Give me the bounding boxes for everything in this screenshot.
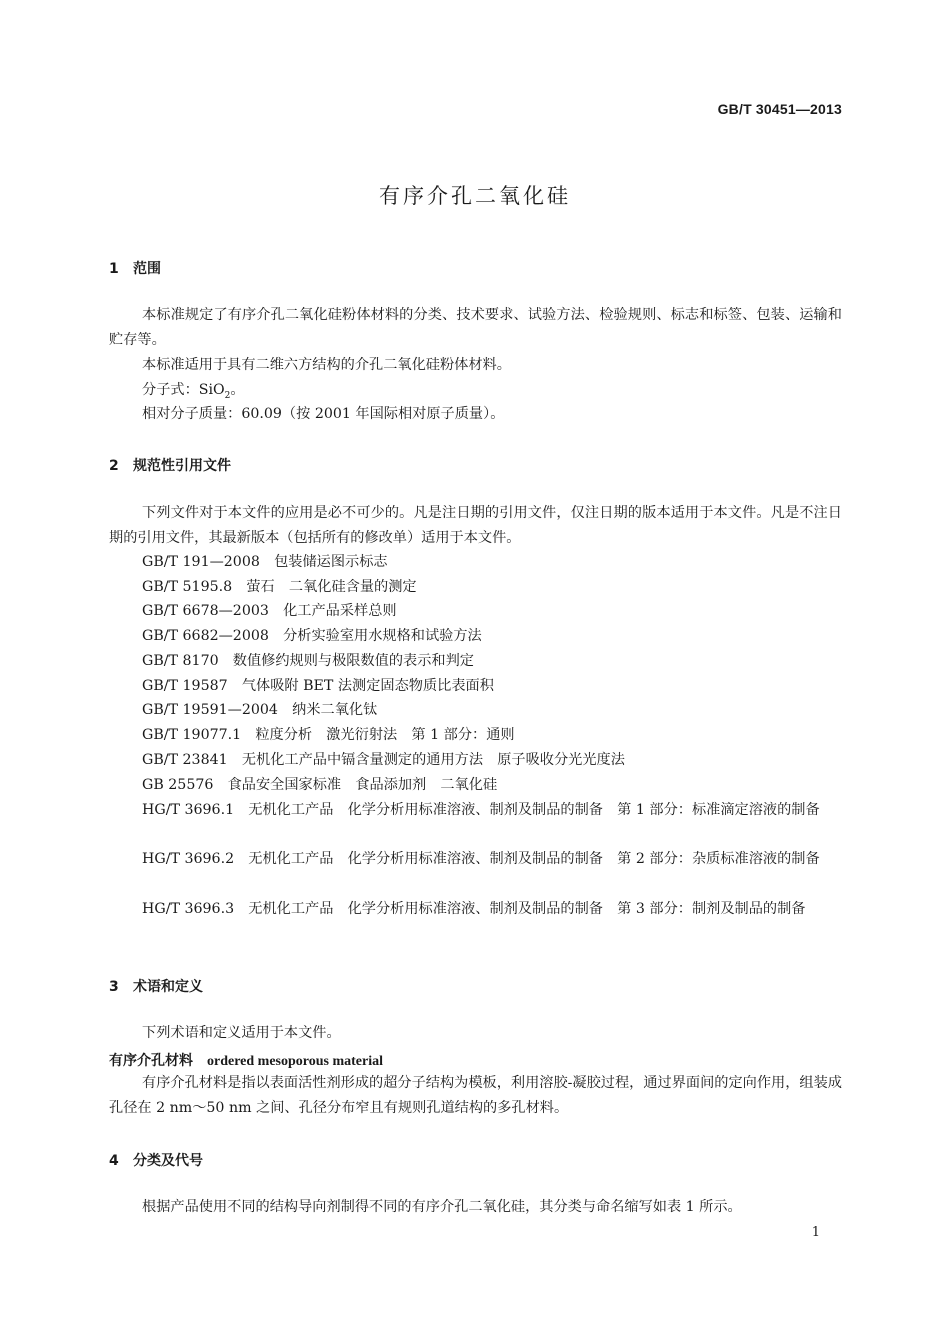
reference-item: HG/T 3696.1 无机化工产品 化学分析用标准溶液、制剂及制品的制备 第 1 部分：标准滴定溶液的制备 (142, 802, 820, 818)
section-title: 规范性引用文件 (133, 458, 231, 474)
reference-item: GB/T 191—2008 包装储运图示标志 (142, 554, 388, 570)
references-intro: 下列文件对于本文件的应用是必不可少的。凡是注日期的引用文件，仅注日期的版本适用于本文件。凡是不注日期的引用文件，其最新版本（包括所有的修改单）适用于本文件。 (109, 505, 842, 546)
section-3-heading (109, 976, 203, 996)
reference-item: GB/T 8170 数值修约规则与极限数值的表示和判定 (142, 653, 474, 669)
term-definition: 有序介孔材料是指以表面活性剂形成的超分子结构为模板，利用溶胶-凝胶过程，通过界面间的定向作用，组装成孔径在 2 nm～50 nm 之间、孔径分布窄且有规则孔道结构的多孔材料。 (109, 1075, 842, 1116)
section-number: 4 (109, 1153, 119, 1169)
section-title: 术语和定义 (133, 979, 203, 995)
formula-suffix: 。 (230, 382, 245, 398)
formula-subscript: 2 (224, 390, 231, 401)
page-number: 1 (811, 1225, 820, 1240)
term-chinese: 有序介孔材料 (109, 1053, 193, 1069)
formula-prefix: 分子式：SiO (142, 382, 225, 398)
reference-item: GB/T 19587 气体吸附 BET 法测定固态物质比表面积 (142, 678, 494, 694)
section-title: 范围 (133, 261, 161, 277)
section-number: 2 (109, 458, 119, 474)
section-2-heading (109, 455, 231, 475)
reference-item: GB/T 19591—2004 纳米二氧化钛 (142, 702, 378, 718)
reference-item: GB/T 23841 无机化工产品中镉含量测定的通用方法 原子吸收分光光度法 (142, 752, 625, 768)
term-english: ordered mesoporous material (207, 1054, 384, 1069)
section-4-heading (109, 1150, 203, 1170)
molecular-mass: 相对分子质量：60.09（按 2001 年国际相对原子质量）。 (142, 406, 505, 422)
section-title: 分类及代号 (133, 1153, 203, 1169)
scope-paragraph: 本标准规定了有序介孔二氧化硅粉体材料的分类、技术要求、试验方法、检验规则、标志和标签、包装、运输和贮存等。 (109, 307, 842, 348)
standard-code: GB/T 30451—2013 (717, 101, 842, 117)
reference-item: GB/T 6678—2003 化工产品采样总则 (142, 603, 397, 619)
reference-item: HG/T 3696.2 无机化工产品 化学分析用标准溶液、制剂及制品的制备 第 2 部分：杂质标准溶液的制备 (142, 851, 820, 867)
reference-item: HG/T 3696.3 无机化工产品 化学分析用标准溶液、制剂及制品的制备 第 3 部分：制剂及制品的制备 (142, 901, 806, 917)
reference-item: GB 25576 食品安全国家标准 食品添加剂 二氧化硅 (142, 777, 498, 793)
terms-intro: 下列术语和定义适用于本文件。 (142, 1025, 341, 1041)
section-1-heading (109, 258, 161, 278)
reference-item: GB/T 5195.8 萤石 二氧化硅含量的测定 (142, 579, 417, 595)
scope-applicability: 本标准适用于具有二维六方结构的介孔二氧化硅粉体材料。 (142, 357, 511, 373)
reference-item: GB/T 6682—2008 分析实验室用水规格和试验方法 (142, 628, 482, 644)
classification-paragraph: 根据产品使用不同的结构导向剂制得不同的有序介孔二氧化硅，其分类与命名缩写如表 1 所示。 (142, 1199, 742, 1215)
section-number: 1 (109, 261, 119, 277)
reference-item: GB/T 19077.1 粒度分析 激光衍射法 第 1 部分：通则 (142, 727, 515, 743)
term-entry (109, 1050, 383, 1070)
document-title: 有序介孔二氧化硅 (379, 184, 571, 208)
section-number: 3 (109, 979, 119, 995)
